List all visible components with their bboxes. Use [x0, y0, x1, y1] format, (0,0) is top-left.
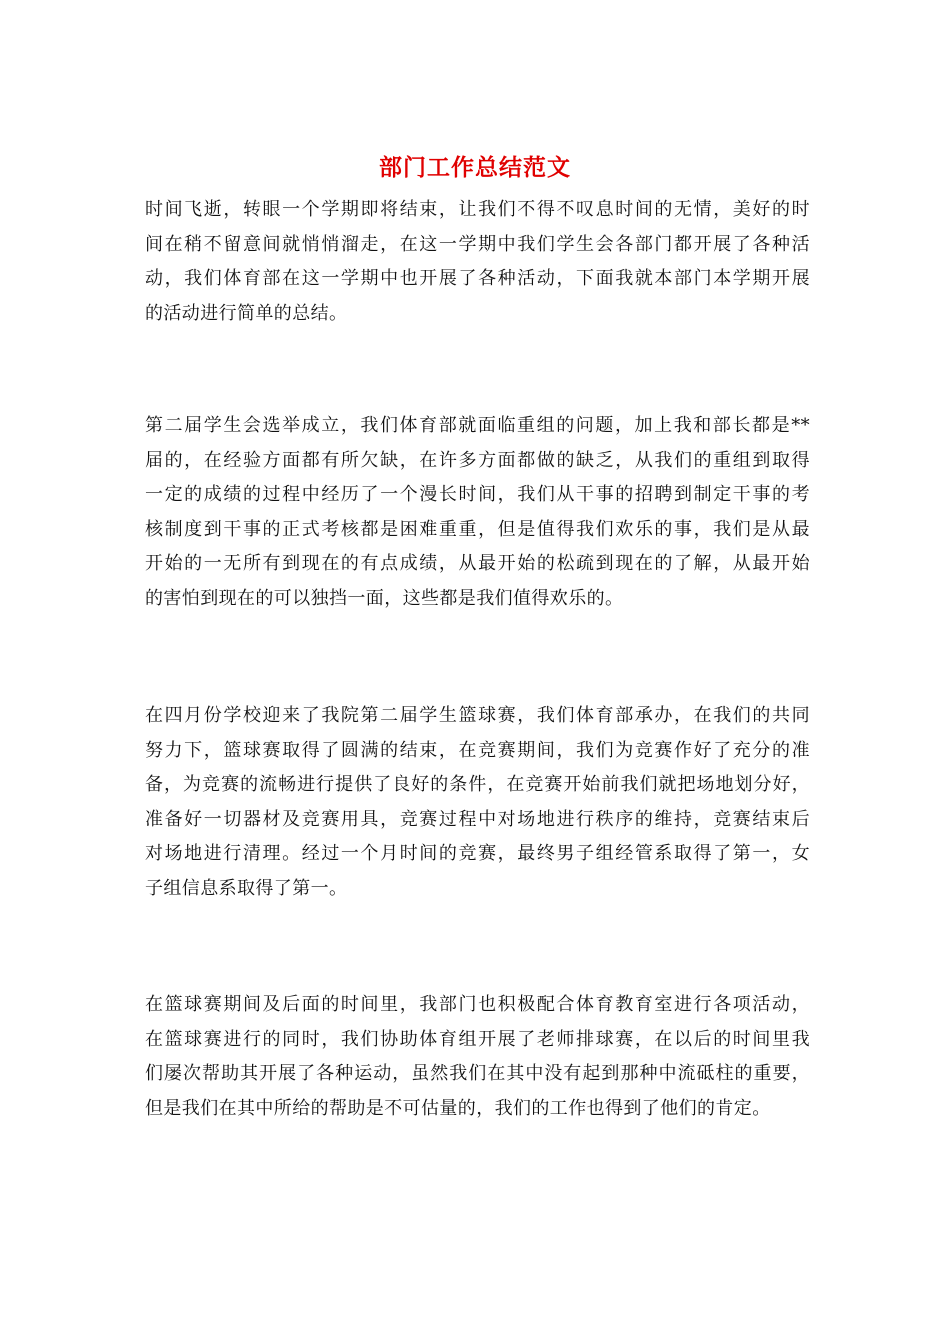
paragraph-2	[145, 409, 810, 616]
paragraph-line: 在篮球赛期间及后面的时间里，我部门也积极配合体育教育室进行各项活动，	[145, 994, 810, 1015]
paragraph-line: 在篮球赛进行的同时，我们协助体育组开展了老师排球赛，在以后的时间里我	[145, 1028, 810, 1050]
paragraph-line: 们屡次帮助其开展了各种运动，虽然我们在其中没有起到那种中流砥柱的重要，	[145, 1063, 810, 1084]
paragraph-4	[145, 988, 810, 1126]
paragraph-line: 的活动进行简单的总结。	[145, 302, 348, 324]
paragraph-line: 备，为竞赛的流畅进行提供了良好的条件，在竞赛开始前我们就把场地划分好，	[145, 774, 810, 795]
paragraph-line: 一定的成绩的过程中经历了一个漫长时间，我们从干事的招聘到制定干事的考	[145, 484, 810, 505]
paragraph-line: 但是我们在其中所给的帮助是不可估量的，我们的工作也得到了他们的肯定。	[145, 1097, 771, 1119]
paragraph-line: 届的，在经验方面都有所欠缺，在许多方面都做的缺乏，从我们的重组到取得	[145, 449, 810, 471]
paragraph-line: 的害怕到现在的可以独挡一面，这些都是我们值得欢乐的。	[145, 587, 624, 609]
paragraph-line: 第二届学生会选举成立，我们体育部就面临重组的问题，加上我和部长都是**	[145, 415, 810, 436]
paragraph-line: 核制度到干事的正式考核都是困难重重，但是值得我们欢乐的事，我们是从最	[145, 518, 810, 540]
paragraph-line: 对场地进行清理。经过一个月时间的竞赛，最终男子组经管系取得了第一，女	[145, 843, 810, 864]
paragraph-line: 在四月份学校迎来了我院第二届学生篮球赛，我们体育部承办，在我们的共同	[145, 705, 810, 726]
paragraph-line: 努力下，篮球赛取得了圆满的结束，在竞赛期间，我们为竞赛作好了充分的准	[145, 739, 810, 761]
paragraph-line: 开始的一无所有到现在的有点成绩，从最开始的松疏到现在的了解，从最开始	[145, 553, 810, 574]
paragraph-line: 间在稍不留意间就悄悄溜走，在这一学期中我们学生会各部门都开展了各种活	[145, 233, 810, 255]
paragraph-3	[145, 699, 810, 906]
paragraph-1	[145, 193, 810, 331]
paragraph-line: 时间飞逝，转眼一个学期即将结束，让我们不得不叹息时间的无情，美好的时	[145, 199, 810, 220]
document-title: 部门工作总结范文	[379, 154, 571, 181]
paragraph-line: 动，我们体育部在这一学期中也开展了各种活动，下面我就本部门本学期开展	[145, 268, 810, 289]
paragraph-line: 子组信息系取得了第一。	[145, 877, 348, 899]
paragraph-line: 准备好一切器材及竞赛用具，竞赛过程中对场地进行秩序的维持，竞赛结束后	[145, 808, 810, 830]
